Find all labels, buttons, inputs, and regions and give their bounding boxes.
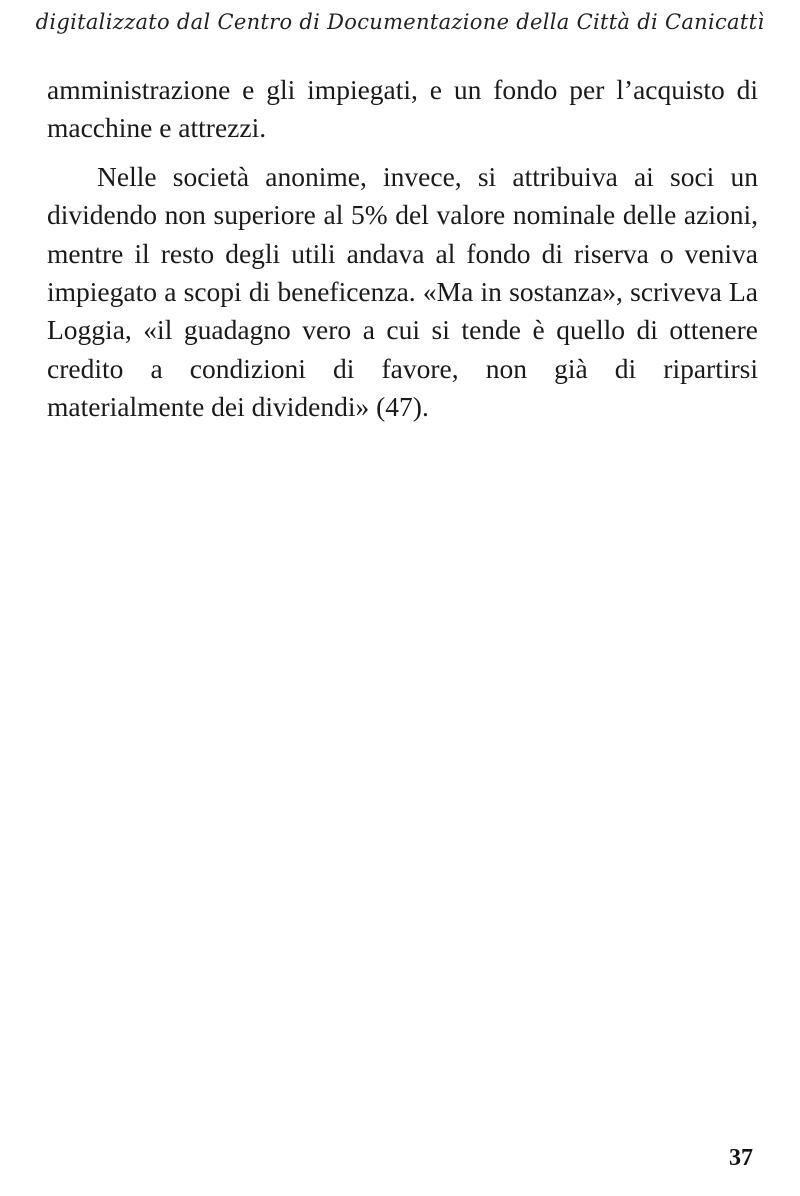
body-text: [47, 71, 758, 427]
digitization-watermark: digitalizzato dal Centro di Documentazione della Città di Canicattì: [35, 10, 765, 34]
page-number: 37: [729, 1145, 753, 1171]
paragraph-2: Nelle società anonime, invece, si attribuiva ai soci un dividendo non superiore al 5% del valore nominale delle azioni, mentre il resto degli utili andava al fondo di riserva o veniva impiegato a scopi di beneficenza. «Ma in sostanza», scriveva La Loggia, «il guadagno vero a cui si tende è quello di ottenere credito a condizioni di favore, non già di ripartirsi materialmente dei dividendi» (47).: [47, 160, 758, 423]
paragraph-1: amministrazione e gli impiegati, e un fondo per l’acquisto di macchine e attrezzi.: [47, 74, 758, 144]
